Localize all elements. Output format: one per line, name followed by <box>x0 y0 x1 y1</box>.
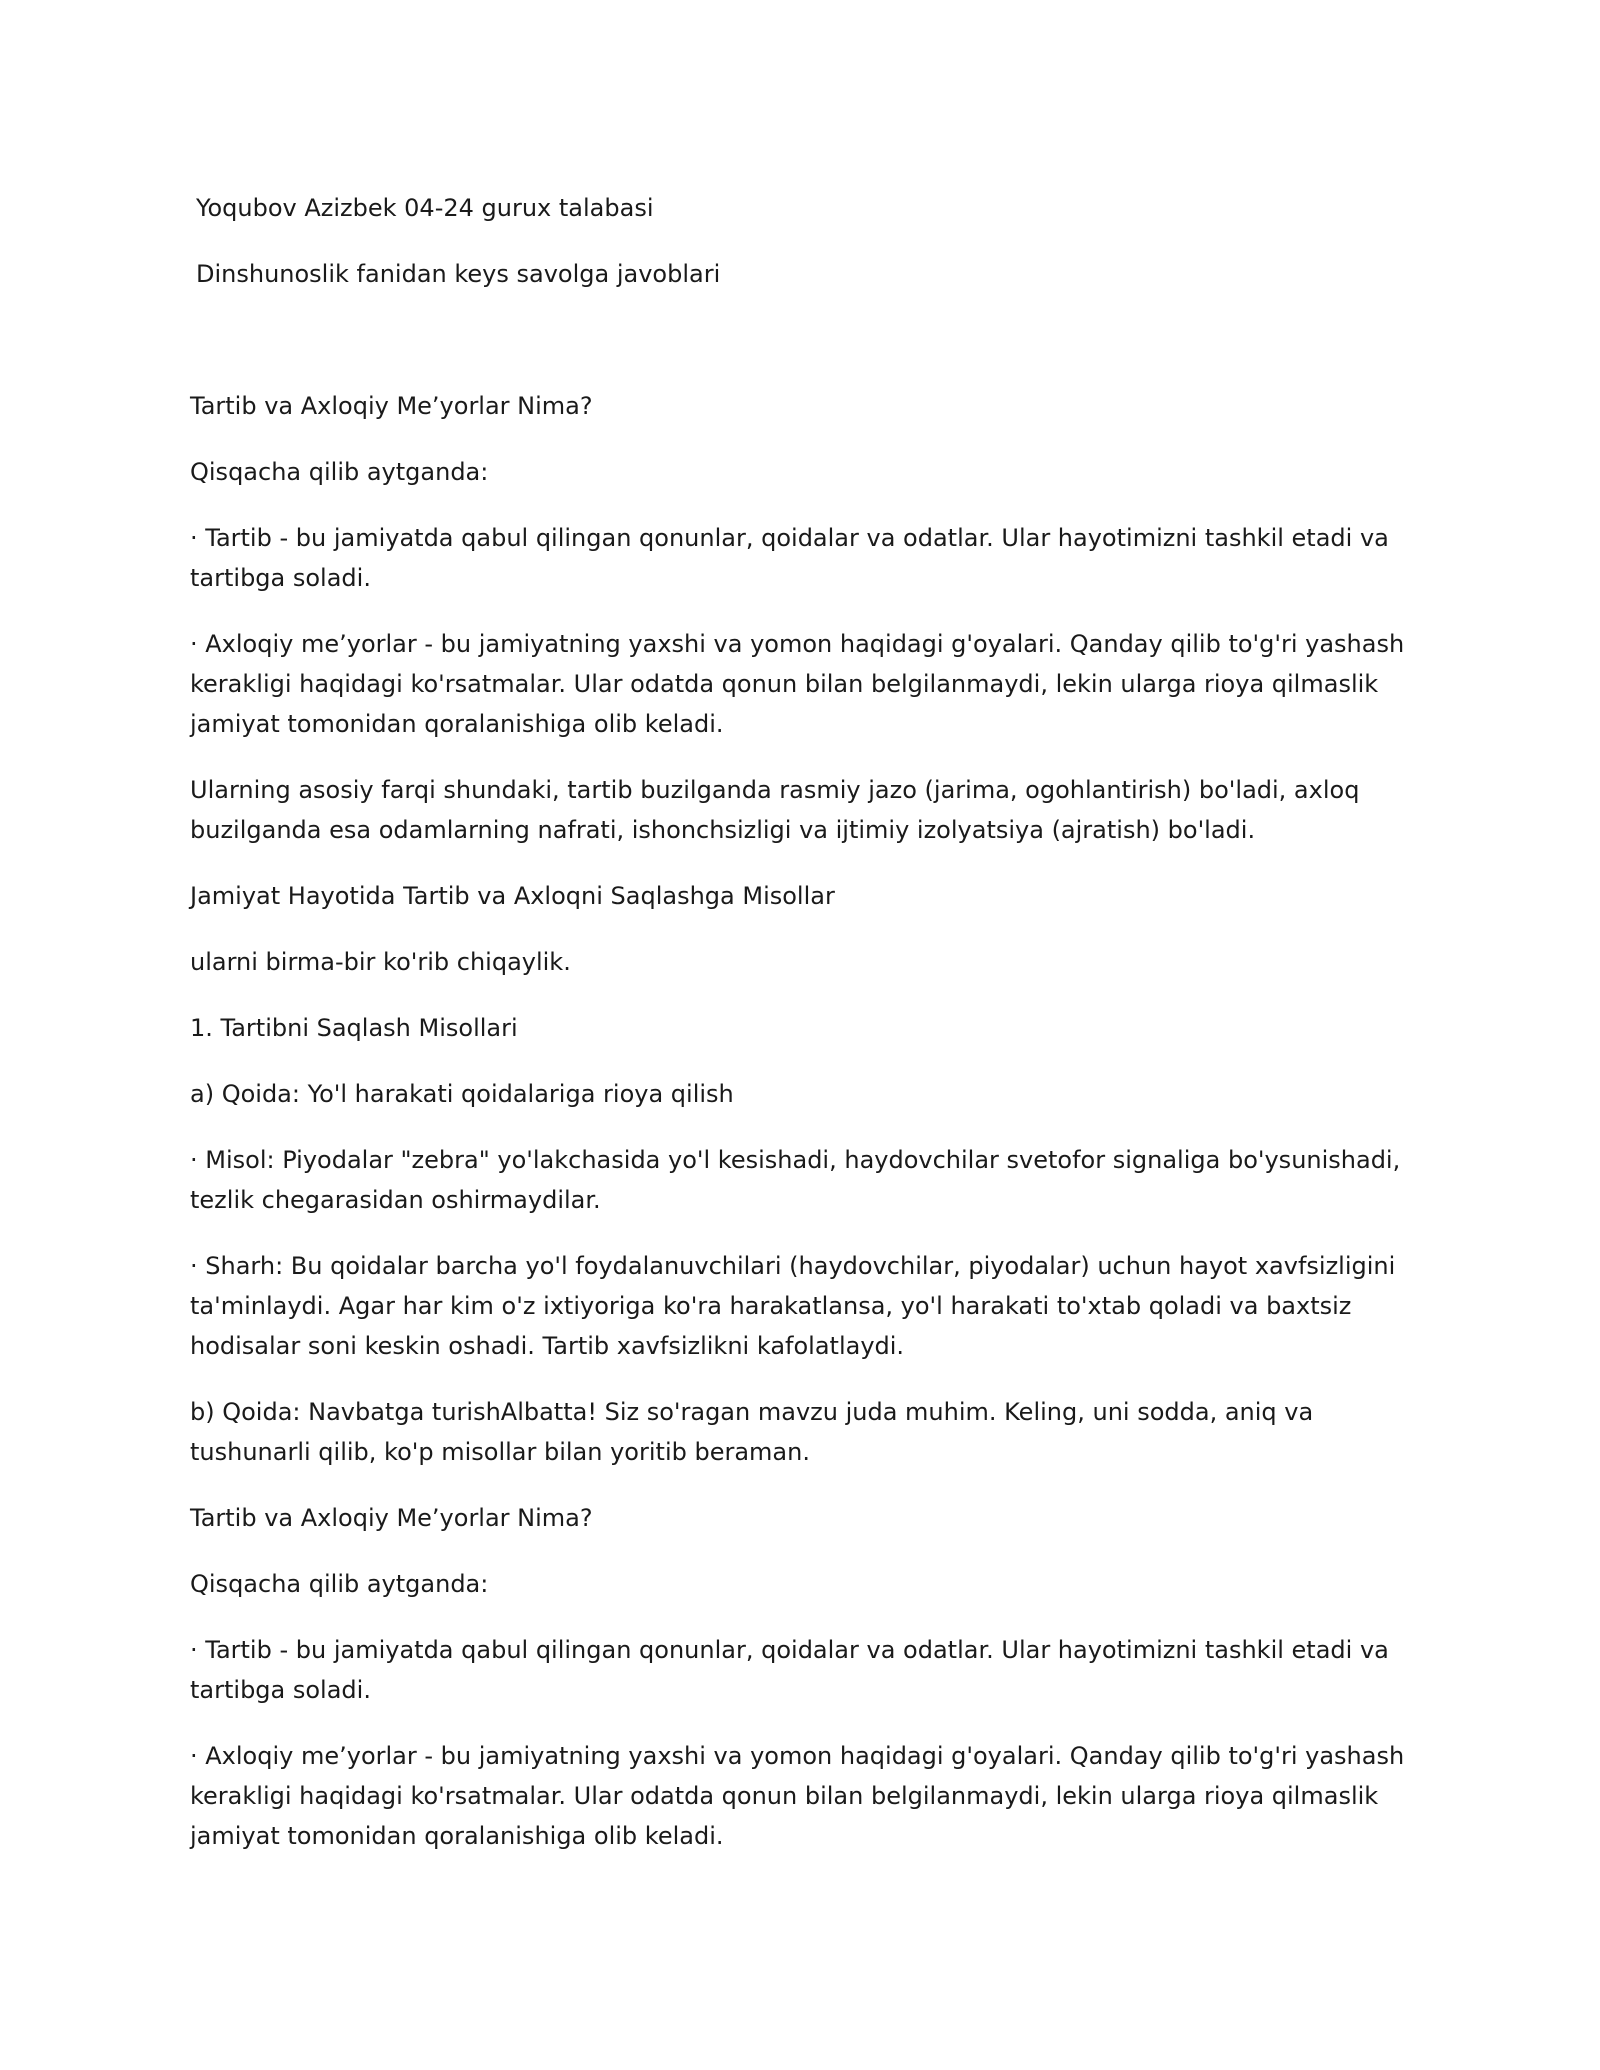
paragraph: Jamiyat Hayotida Tartib va Axloqni Saqlashga Misollar <box>190 882 835 910</box>
paragraph: · Misol: Piyodalar "zebra" yo'lakchasida yo'l kesishadi, haydovchilar svetofor signaliga bo'ysunishadi, tezlik chegarasidan oshirmaydilar. <box>190 1146 1401 1214</box>
author-line: Yoqubov Azizbek 04-24 gurux talabasi <box>196 194 654 222</box>
paragraph: Tartib va Axloqiy Me’yorlar Nima? <box>190 1504 593 1532</box>
document-subtitle: Dinshunoslik fanidan keys savolga javoblari <box>196 260 721 288</box>
paragraph: 1. Tartibni Saqlash Misollari <box>190 1014 518 1042</box>
blank-line <box>190 320 1420 386</box>
paragraph: · Tartib - bu jamiyatda qabul qilingan qonunlar, qoidalar va odatlar. Ular hayotimizni tashkil etadi va tartibga soladi. <box>190 524 1389 592</box>
paragraph: Qisqacha qilib aytganda: <box>190 1570 489 1598</box>
paragraph: ularni birma-bir ko'rib chiqaylik. <box>190 948 571 976</box>
paragraph: · Sharh: Bu qoidalar barcha yo'l foydalanuvchilari (haydovchilar, piyodalar) uchun hayot xavfsizligini ta'minlaydi. Agar har kim o'z ixtiyoriga ko'ra harakatlansa, yo'l harakati to'xtab qoladi va baxtsiz hodisalar soni keskin oshadi. Tartib xavfsizlikni kafolatlaydi. <box>190 1252 1396 1360</box>
paragraph: Ularning asosiy farqi shundaki, tartib buzilganda rasmiy jazo (jarima, ogohlantirish) bo'ladi, axloq buzilganda esa odamlarning nafrati, ishonchsizligi va ijtimiy izolyatsiya (ajratish) bo'ladi. <box>190 776 1360 844</box>
paragraph: b) Qoida: Navbatga turishAlbatta! Siz so'ragan mavzu juda muhim. Keling, uni sodda, aniq va tushunarli qilib, ko'p misollar bilan yoritib beraman. <box>190 1398 1314 1466</box>
paragraph: · Tartib - bu jamiyatda qabul qilingan qonunlar, qoidalar va odatlar. Ular hayotimizni tashkil etadi va tartibga soladi. <box>190 1636 1389 1704</box>
paragraph: · Axloqiy me’yorlar - bu jamiyatning yaxshi va yomon haqidagi g'oyalari. Qanday qilib to'g'ri yashash kerakligi haqidagi ko'rsatmalar. Ular odatda qonun bilan belgilanmaydi, lekin ularga rioya qilmaslik jamiyat tomonidan qoralanishiga olib keladi. <box>190 1742 1405 1850</box>
paragraph: Tartib va Axloqiy Me’yorlar Nima? <box>190 392 593 420</box>
document-body <box>190 188 1420 1882</box>
paragraph: a) Qoida: Yo'l harakati qoidalariga rioya qilish <box>190 1080 734 1108</box>
paragraph: Qisqacha qilib aytganda: <box>190 458 489 486</box>
paragraph: · Axloqiy me’yorlar - bu jamiyatning yaxshi va yomon haqidagi g'oyalari. Qanday qilib to'g'ri yashash kerakligi haqidagi ko'rsatmalar. Ular odatda qonun bilan belgilanmaydi, lekin ularga rioya qilmaslik jamiyat tomonidan qoralanishiga olib keladi. <box>190 630 1405 738</box>
